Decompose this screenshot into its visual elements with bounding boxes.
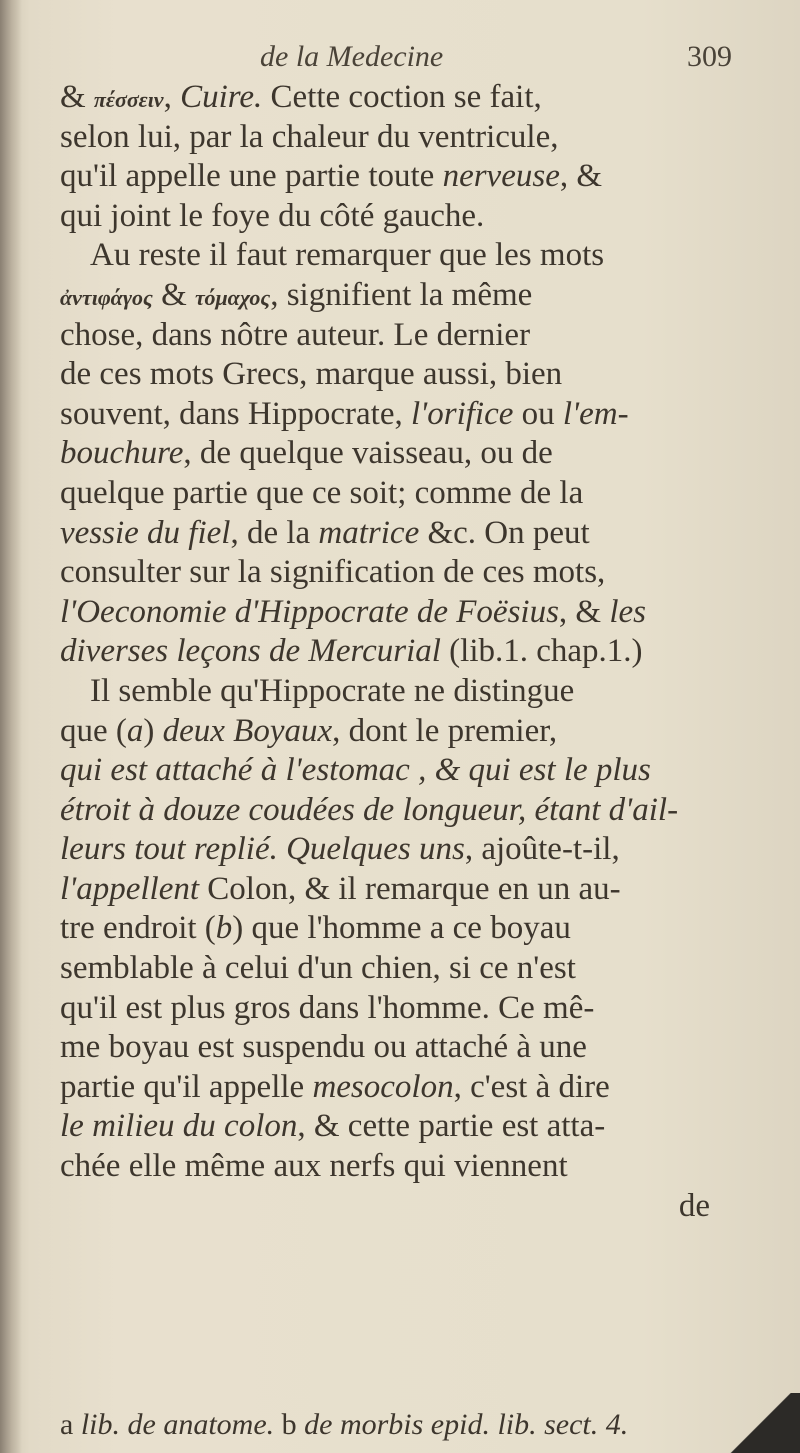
text-line: [60, 712, 720, 752]
page-number: 309: [687, 40, 732, 73]
text-line: [60, 830, 720, 870]
text-line: [60, 870, 720, 910]
text-run: , & cette partie est atta-: [297, 1108, 606, 1145]
text-run: de ces mots Grecs, marque aussi, bien: [60, 356, 563, 393]
greek-word: τόμαχος: [194, 284, 271, 310]
text-run: consulter sur la signification de ces mots,: [60, 554, 606, 591]
text-run: de: [678, 1187, 710, 1224]
text-line: [60, 989, 720, 1029]
text-run: Au reste il faut remarquer que les mots: [90, 237, 605, 274]
text-line: [60, 1147, 720, 1187]
text-line: [60, 1187, 720, 1227]
text-run: tre endroit (: [60, 910, 216, 947]
italic-text: de morbis epid. lib. sect. 4.: [304, 1408, 629, 1441]
text-line: [60, 1107, 720, 1147]
italic-text: diverses leçons de Mercurial: [60, 633, 441, 670]
italic-text: mesocolon: [312, 1068, 454, 1105]
text-line: [60, 197, 720, 237]
text-line: [60, 949, 720, 989]
text-line: [60, 672, 720, 712]
text-run: Cette coction se fait,: [262, 79, 542, 115]
text-run: souvent, dans Hippocrate,: [60, 395, 411, 432]
italic-text: l'appellent: [60, 870, 200, 907]
text-line: [60, 632, 720, 672]
text-run: &c. On peut: [419, 514, 590, 551]
italic-text: nerveuse: [442, 158, 560, 195]
text-run: partie qu'il appelle: [60, 1068, 313, 1105]
text-run: , de la: [230, 514, 319, 551]
text-line: [60, 1028, 720, 1068]
text-line: [60, 118, 720, 158]
footnote: [60, 1408, 732, 1442]
text-run: ,: [163, 79, 181, 115]
text-run: , &: [558, 593, 610, 630]
page-corner-shadow: [720, 1393, 800, 1453]
text-line: [60, 78, 720, 118]
italic-text: leurs tout replié. Quelques uns: [60, 831, 465, 868]
text-line: [60, 276, 720, 316]
text-run: , ajoûte-t-il,: [464, 831, 620, 868]
text-run: chée elle même aux nerfs qui viennent: [60, 1148, 568, 1185]
text-run: , signifient la même: [270, 276, 533, 313]
text-line: [60, 395, 720, 435]
text-run: ) que l'homme a ce boyau: [232, 910, 571, 947]
text-run: ou: [513, 395, 563, 432]
text-line: [60, 474, 720, 514]
greek-word: πέσσειν: [93, 87, 164, 112]
italic-text: l'orifice: [411, 395, 514, 432]
text-run: qu'il appelle une partie toute: [60, 158, 443, 195]
text-run: qu'il est plus gros dans l'homme. Ce mê-: [60, 989, 595, 1026]
text-run: , &: [559, 158, 603, 195]
text-run: selon lui, par la chaleur du ventricule,: [60, 118, 559, 155]
text-run: quelque partie que ce soit; comme de la: [60, 474, 584, 511]
text-line: [60, 514, 720, 554]
text-run: que (: [60, 712, 127, 749]
text-run: , de quelque vaisseau, ou de: [183, 435, 553, 472]
text-run: &: [152, 276, 195, 313]
italic-text: étroit à douze coudées de longueur, étant d'ail-: [60, 791, 679, 828]
text-run: semblable à celui d'un chien, si ce n'est: [60, 950, 576, 987]
italic-text: b: [215, 910, 233, 947]
italic-text: a: [126, 712, 144, 749]
italic-text: deux Boyaux: [162, 712, 333, 749]
text-run: chose, dans nôtre auteur. Le dernier: [60, 316, 531, 353]
italic-text: l'Oeconomie d'Hippocrate de Foësius: [60, 593, 559, 630]
text-line: [60, 355, 720, 395]
italic-text: Cuire.: [180, 79, 263, 115]
text-line: [60, 553, 720, 593]
text-line: [60, 236, 720, 276]
text-line: [60, 434, 720, 474]
text-line: [60, 157, 720, 197]
greek-word: ἀντιφάγος: [60, 284, 153, 310]
text-run: , dont le premier,: [332, 712, 558, 749]
text-run: , c'est à dire: [453, 1068, 610, 1105]
text-run: b: [274, 1408, 305, 1441]
text-line: [60, 751, 720, 791]
page-binding-shadow: [0, 0, 22, 1453]
text-line: [60, 791, 720, 831]
text-run: (lib.1. chap.1.): [440, 633, 643, 670]
text-run: Colon, & il remarque en un au-: [199, 870, 621, 907]
text-run: a: [60, 1408, 81, 1441]
italic-text: bouchure: [60, 435, 184, 472]
running-head: de la Medecine: [260, 40, 444, 73]
italic-text: qui est attaché à l'estomac , & qui est le plus: [60, 752, 651, 789]
text-line: [60, 1068, 720, 1108]
text-run: Il semble qu'Hippocrate ne distingue: [90, 672, 575, 709]
italic-text: les: [609, 593, 647, 630]
text-run: me boyau est suspendu ou attaché à une: [60, 1029, 587, 1066]
text-run: qui joint le foye du côté gauche.: [60, 197, 485, 234]
text-line: [60, 593, 720, 633]
text-line: [60, 316, 720, 356]
italic-text: le milieu du colon: [60, 1108, 298, 1145]
body-text: [60, 78, 720, 1226]
italic-text: lib. de anatome.: [80, 1408, 275, 1441]
text-run: ): [143, 712, 163, 749]
italic-text: vessie du fiel: [60, 514, 231, 551]
italic-text: matrice: [318, 514, 420, 551]
text-line: [60, 909, 720, 949]
italic-text: l'em-: [562, 395, 629, 432]
text-run: &: [60, 79, 94, 115]
